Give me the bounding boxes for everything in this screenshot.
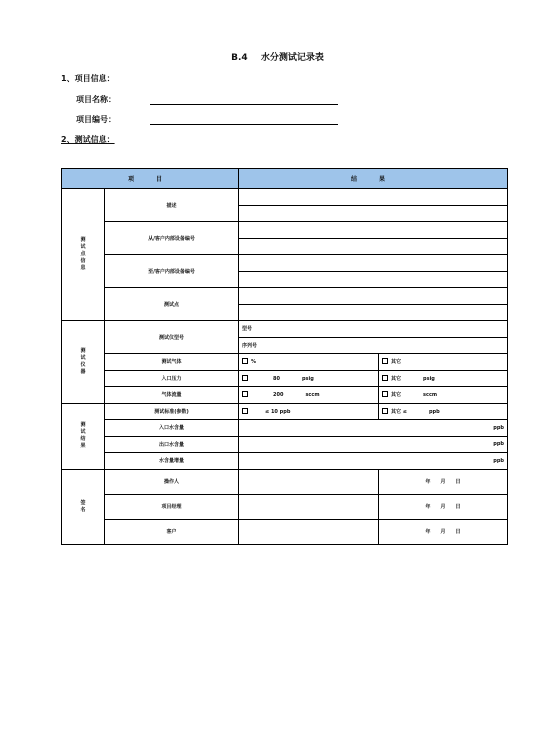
- flow-unit: sccm: [305, 392, 320, 399]
- pressure-other-unit: psig: [423, 375, 435, 382]
- spec-other-checkbox[interactable]: [382, 408, 388, 414]
- spec-other-symbol: ≤: [402, 408, 407, 415]
- from-tag-field-1[interactable]: [239, 222, 508, 239]
- table-row: [62, 403, 508, 420]
- table-row: [62, 370, 508, 387]
- operator-sign-field[interactable]: [239, 469, 379, 494]
- spec-unit: ppb: [279, 408, 291, 415]
- operator-date[interactable]: 年 月 日: [379, 469, 508, 494]
- flow-option: [239, 387, 379, 404]
- gas-other-label: 其它: [391, 359, 402, 366]
- table-row: [62, 255, 508, 272]
- table-header-row: [62, 169, 508, 189]
- row-label-to-tag: 至/客户内部设备编号: [105, 255, 239, 288]
- header-result: 结 果: [239, 169, 508, 189]
- moisture-increase-unit: ppb: [493, 457, 504, 464]
- project-id-label: 项目编号：: [76, 115, 116, 124]
- row-label-moisture-increase: 水含量增量: [105, 453, 239, 470]
- moisture-increase-field[interactable]: [239, 453, 508, 470]
- point-field-1[interactable]: [239, 288, 508, 305]
- row-label-spec: 测试标准(参数): [105, 403, 239, 420]
- table-row: [62, 453, 508, 470]
- spec-other-unit: ppb: [428, 408, 440, 415]
- header-item: 项 目: [62, 169, 239, 189]
- moisture-test-table: [61, 168, 508, 545]
- table-row: [62, 420, 508, 437]
- test-info-label: 2、测试信息：: [61, 135, 115, 144]
- spec-checkbox[interactable]: [242, 408, 248, 414]
- row-label-customer: 客户: [105, 519, 239, 544]
- flow-other-label: 其它: [391, 392, 402, 399]
- spec-option: [239, 403, 379, 420]
- table-row: [62, 222, 508, 239]
- model-field[interactable]: [239, 321, 508, 338]
- table-row: [62, 519, 508, 544]
- table-row: [62, 288, 508, 305]
- table-row: [62, 494, 508, 519]
- table-row: [62, 387, 508, 404]
- pressure-checkbox[interactable]: [242, 375, 248, 381]
- table-number: B.4: [231, 53, 248, 63]
- pressure-unit: psig: [301, 375, 314, 382]
- customer-date[interactable]: 年 月 日: [379, 519, 508, 544]
- flow-other-option: [379, 387, 508, 404]
- spec-other-label: 其它: [391, 408, 402, 415]
- to-tag-field-2[interactable]: [239, 271, 508, 288]
- row-label-inlet-moisture: 入口水含量: [105, 420, 239, 437]
- gas-other-option: [379, 354, 508, 371]
- row-label-from-tag: 从/客户内部设备编号: [105, 222, 239, 255]
- pressure-other-option: [379, 370, 508, 387]
- row-label-flow: 气体流量: [105, 387, 239, 404]
- spec-value: 10: [270, 408, 278, 415]
- project-id-field[interactable]: [150, 124, 338, 125]
- project-name-field[interactable]: [150, 104, 338, 105]
- spec-other-option: [379, 403, 508, 420]
- table-row: [62, 354, 508, 371]
- group-sign: 签名: [62, 469, 105, 544]
- outlet-moisture-field[interactable]: [239, 436, 508, 453]
- flow-other-unit: sccm: [423, 392, 438, 399]
- group-instrument: 测试仪器: [62, 321, 105, 404]
- flow-other-checkbox[interactable]: [382, 391, 388, 397]
- pm-sign-field[interactable]: [239, 494, 379, 519]
- desc-field-1[interactable]: [239, 189, 508, 206]
- project-section-label: 1、项目信息：: [61, 74, 115, 83]
- table-row: [62, 436, 508, 453]
- group-result: 测试结果: [62, 403, 105, 469]
- gas-checkbox[interactable]: [242, 358, 248, 364]
- pressure-other-checkbox[interactable]: [382, 375, 388, 381]
- inlet-moisture-field[interactable]: [239, 420, 508, 437]
- pressure-option: [239, 370, 379, 387]
- page-title: [0, 50, 555, 63]
- gas-pct: %: [251, 359, 257, 366]
- row-label-point: 测试点: [105, 288, 239, 321]
- row-label-gas: 测试气体: [105, 354, 239, 371]
- serial-label: 序列号: [242, 342, 258, 349]
- serial-field[interactable]: [239, 337, 508, 354]
- row-label-desc: 描述: [105, 189, 239, 222]
- table-row: [62, 469, 508, 494]
- point-field-2[interactable]: [239, 304, 508, 321]
- row-label-inlet-pressure: 入口压力: [105, 370, 239, 387]
- gas-other-checkbox[interactable]: [382, 358, 388, 364]
- inlet-moisture-unit: ppb: [493, 424, 504, 431]
- desc-field-2[interactable]: [239, 205, 508, 222]
- pressure-other-label: 其它: [391, 375, 402, 382]
- flow-value: 200: [273, 392, 284, 399]
- table-row: [62, 321, 508, 338]
- row-label-outlet-moisture: 出口水含量: [105, 436, 239, 453]
- gas-option: [239, 354, 379, 371]
- table-title: 水分测试记录表: [260, 53, 324, 63]
- project-name-label: 项目名称：: [76, 95, 116, 104]
- flow-checkbox[interactable]: [242, 391, 248, 397]
- table-row: [62, 189, 508, 206]
- model-label: 型号: [242, 326, 253, 333]
- row-label-operator: 操作人: [105, 469, 239, 494]
- row-label-inst-model: 测试仪型号: [105, 321, 239, 354]
- to-tag-field-1[interactable]: [239, 255, 508, 272]
- outlet-moisture-unit: ppb: [493, 441, 504, 448]
- customer-sign-field[interactable]: [239, 519, 379, 544]
- spec-symbol: ≤: [265, 408, 270, 415]
- row-label-pm: 项目经理: [105, 494, 239, 519]
- group-test-point: 测试点信息: [62, 189, 105, 321]
- from-tag-field-2[interactable]: [239, 238, 508, 255]
- pm-date[interactable]: 年 月 日: [379, 494, 508, 519]
- pressure-value: 80: [273, 375, 280, 382]
